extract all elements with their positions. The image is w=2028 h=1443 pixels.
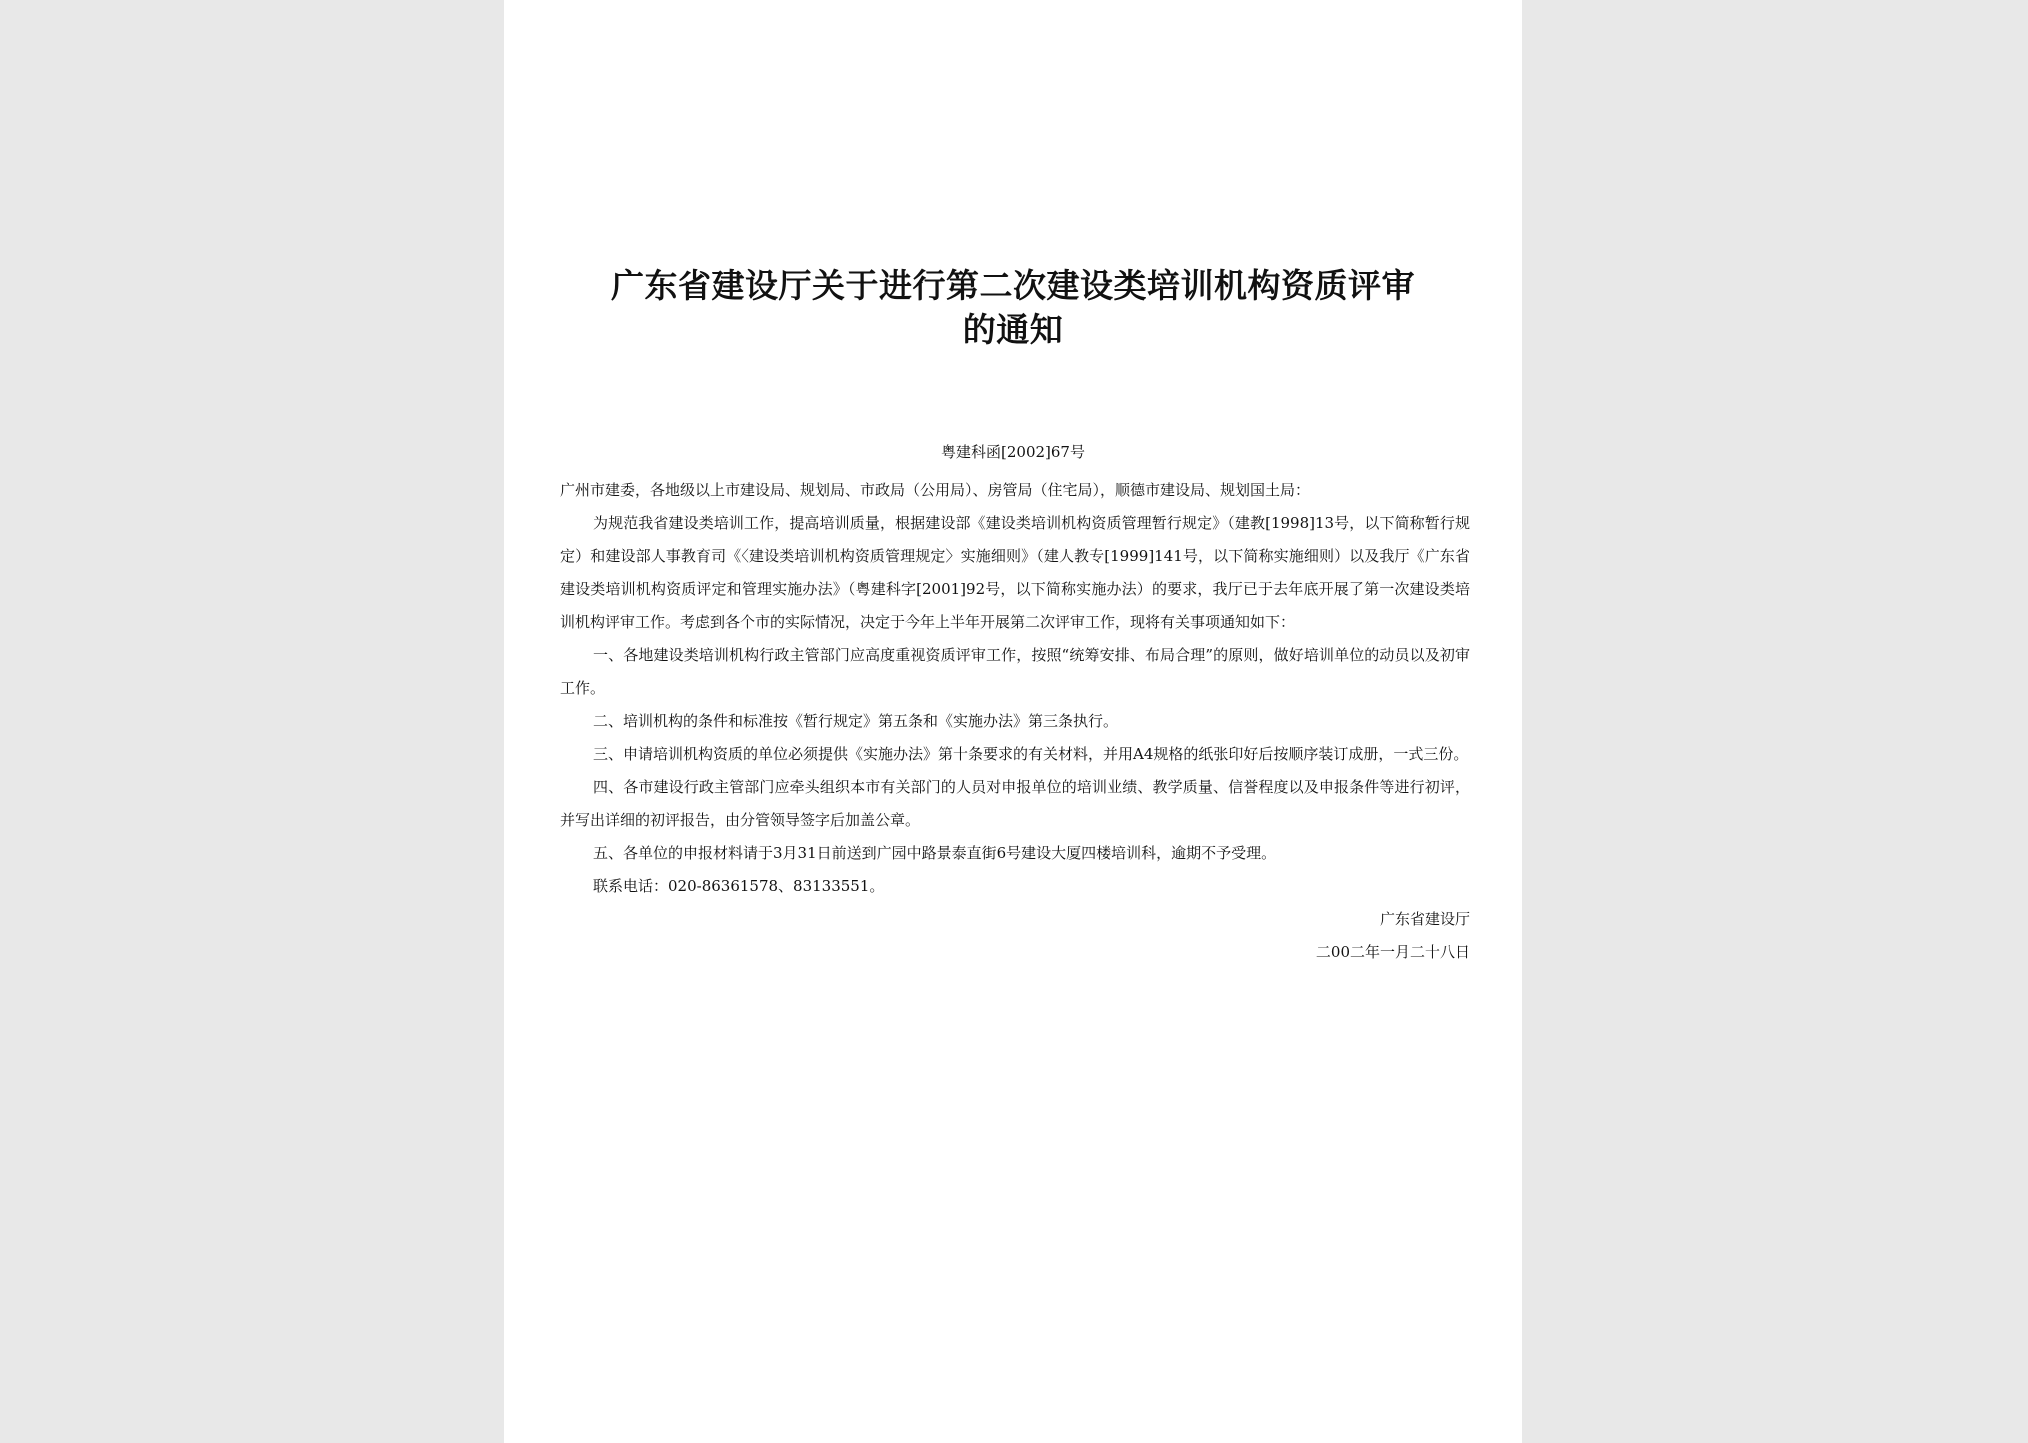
signer: 广东省建设厅 <box>1379 910 1470 928</box>
intro-paragraph: 为规范我省建设类培训工作，提高培训质量，根据建设部《建设类培训机构资质管理暂行规定》（建教[1998]13号，以下简称暂行规定）和建设部人事教育司《〈建设类培训机构资质管理规定〉实施细则》（建人教专[1999]141号，以下简称实施细则）以及我厅《广东省建设类培训机构资质评定和管理实施办法》（粤建科字[2001]92号，以下简称实施办法）的要求，我厅已于去年底开展了第一次建设类培训机构评审工作。考虑到各个市的实际情况，决定于今年上半年开展第二次评审工作，现将有关事项通知如下： <box>560 514 1470 631</box>
document-title <box>564 264 1462 352</box>
document-body <box>560 474 1470 969</box>
title-line-1: 广东省建设厅关于进行第二次建设类培训机构资质评审 <box>611 266 1415 305</box>
item-4-paragraph: 四、各市建设行政主管部门应牵头组织本市有关部门的人员对申报单位的培训业绩、教学质量、信誉程度以及申报条件等进行初评，并写出详细的初评报告，由分管领导签字后加盖公章。 <box>560 778 1470 829</box>
title-line-2: 的通知 <box>962 310 1064 349</box>
document-number: 粤建科函[2002]67号 <box>941 443 1085 461</box>
item-5-paragraph: 五、各单位的申报材料请于3月31日前送到广园中路景泰直街6号建设大厦四楼培训科，逾期不予受理。 <box>593 844 1277 862</box>
contact-paragraph: 联系电话：020-86361578、83133551。 <box>593 877 885 895</box>
item-2-paragraph: 二、培训机构的条件和标准按《暂行规定》第五条和《实施办法》第三条执行。 <box>593 712 1119 730</box>
issue-date: 二00二年一月二十八日 <box>1315 943 1470 961</box>
document-page <box>504 0 1522 1443</box>
item-3-paragraph: 三、申请培训机构资质的单位必须提供《实施办法》第十条要求的有关材料，并用A4规格的纸张印好后按顺序装订成册，一式三份。 <box>593 745 1469 763</box>
addressee-paragraph: 广州市建委，各地级以上市建设局、规划局、市政局（公用局）、房管局（住宅局），顺德市建设局、规划国土局： <box>560 481 1311 499</box>
item-1-paragraph: 一、各地建设类培训机构行政主管部门应高度重视资质评审工作，按照“统筹安排、布局合理”的原则，做好培训单位的动员以及初审工作。 <box>560 646 1470 697</box>
